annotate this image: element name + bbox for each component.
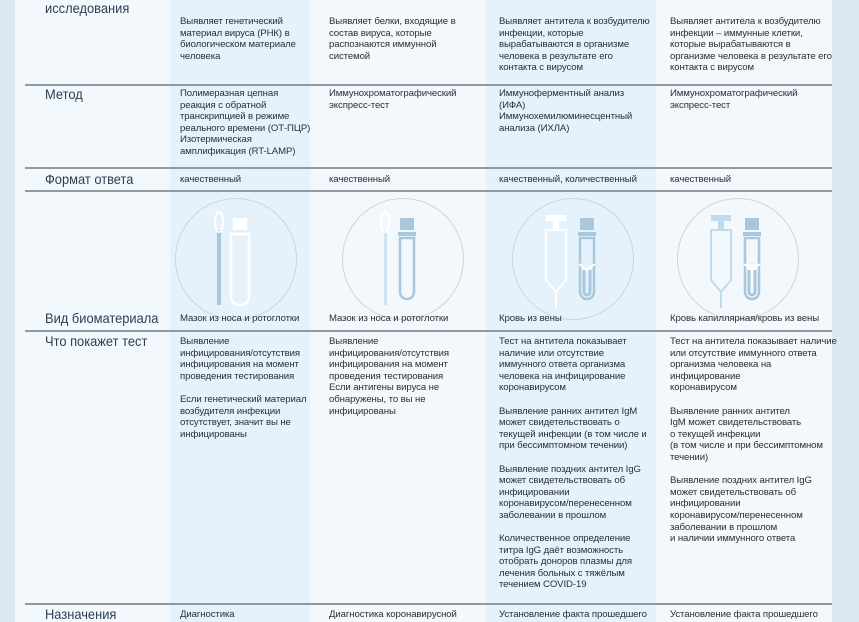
cell: Иммунохроматографический экспресс-тест [670, 88, 798, 111]
cell: Мазок из носа и ротоглотки [329, 313, 449, 324]
swab-tube-icon [205, 210, 265, 310]
cell: Выявляет антитела к возбудителю инфекции, которые вырабатываются в организме человека в результате его контакта с вирусом [499, 16, 650, 74]
cell: Диагностика [180, 609, 235, 620]
cell: Иммуноферментный анализ (ИФА) Иммунохемилюминесцентный анализа (ИХЛА) [499, 88, 633, 134]
syringe-tube-icon [540, 210, 610, 310]
cell: Кровь из вены [499, 313, 562, 324]
cell: Выявление инфицирования/отсутствия инфицирования на момент проведения тестирования Если генетический материал возбудителя инфекции отсутствует, значит вы не инфицированы [180, 336, 307, 440]
cell: Установление факта прошедшего [499, 609, 647, 620]
cell: Иммунохроматографический экспресс-тест [329, 88, 457, 111]
cell: качественный [180, 174, 242, 185]
row-divider [25, 190, 832, 192]
syringe-tube-icon [705, 210, 775, 310]
cell: Тест на антитела показывает наличие или отсутствие иммунного ответа организма человека на инфицирование коронавирусом Выявление ранних антител IgM может свидетельствовать о текущей инфекции (в том числе и при бессимптомном течении) Выявление поздних антител IgG может свидетельствовать об инфицировании коронавирусом/перенесенном заболевании в прошлом и наличии иммунного ответа [670, 336, 837, 545]
cell: качественный [329, 174, 391, 185]
cell: Кровь капиллярная/кровь из вены [670, 313, 820, 324]
row-divider [25, 84, 832, 86]
row-label-purposes: Назначения [45, 606, 117, 622]
row-divider [25, 603, 832, 605]
swab-tube-icon [372, 210, 432, 310]
cell: качественный, количественный [499, 174, 637, 185]
row-divider [25, 167, 832, 169]
cell: Выявление инфицирования/отсутствия инфицирования на момент проведения тестирования Если антигены вируса не обнаружены, то вы не инфицированы [329, 336, 450, 417]
row-label-result: Что покажет тест [45, 333, 148, 349]
cell: Выявляет антитела к возбудителю инфекции – иммунные клетки, которые вырабатываются в организме человека в результате его контакта с вирусом [670, 16, 832, 74]
cell: Выявляет белки, входящие в состав вируса, которые распознаются иммунной системой [329, 16, 456, 62]
cell: Полимеразная цепная реакция с обратной транскрипцией в режиме реального времени (ОТ-ПЦР) Изотермическая амплификация (RT-LAMP) [180, 88, 311, 157]
cell: Тест на антитела показывает наличие или отсутствие иммунного ответа организма человека на инфицирование коронавирусом Выявление ранних антител IgM может свидетельствовать о текущей инфекции (в том числе и при бессимптомном течении) Выявление поздних антител IgG может свидетельствовать об инфицировании коронавирусом/перенесенном заболевании в прошлом Количественное определение титра IgG даёт возможность отобрать доноров плазмы для лечения больных с тяжёлым течением COVID-19 [499, 336, 647, 591]
row-label-purpose: исследования [45, 0, 130, 16]
cell: Мазок из носа и ротоглотки [180, 313, 300, 324]
left-margin-strip [0, 0, 15, 622]
row-divider [25, 330, 832, 332]
cell: Установление факта прошедшего [670, 609, 818, 620]
row-label-method: Метод [45, 86, 83, 102]
cell: качественный [670, 174, 732, 185]
row-label-biomaterial: Вид биоматериала [45, 310, 159, 326]
cell: Выявляет генетический материал вируса (РНК) в биологическом материале человека [180, 16, 296, 62]
row-label-format: Формат ответа [45, 171, 134, 187]
cell: Диагностика коронавирусной [329, 609, 457, 620]
